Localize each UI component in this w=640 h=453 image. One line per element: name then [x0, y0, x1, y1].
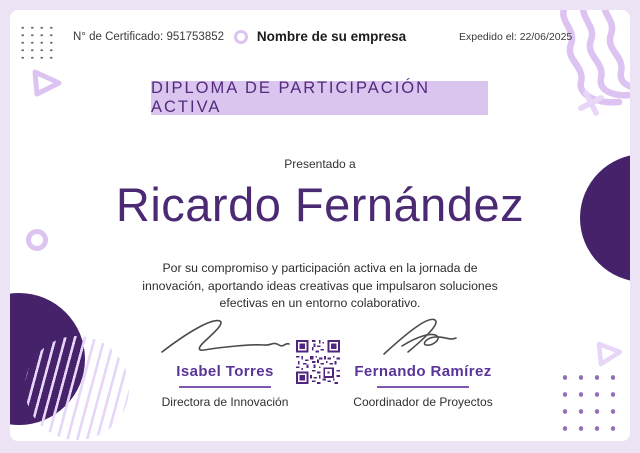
- qr-code: [296, 340, 340, 384]
- diploma-title: DIPLOMA DE PARTICIPACIÓN ACTIVA: [151, 79, 431, 116]
- issue-date: Expedido el: 22/06/2025: [459, 31, 573, 43]
- dot-grid-bottom-right: [557, 369, 621, 437]
- title-banner: [151, 81, 488, 115]
- description-text: [120, 260, 520, 313]
- description-line: efectivas en un entorno colaborativo.: [219, 296, 421, 310]
- signature-underline: [377, 386, 469, 388]
- presented-to-label: Presentado a: [284, 157, 356, 171]
- triangle-outline-icon: [26, 64, 64, 100]
- signer-role: Coordinador de Proyectos: [353, 395, 493, 409]
- signature-block-right: [345, 314, 501, 409]
- description-line: Por su compromiso y participación activa en la jornada de: [162, 261, 478, 275]
- company-logo-icon: [234, 30, 248, 44]
- company-name: Nombre de su empresa: [256, 29, 407, 44]
- recipient-name: Ricardo Fernández: [115, 178, 525, 231]
- cross-icon: [578, 90, 604, 116]
- description-line: innovación, aportando ideas creativas que impulsaron soluciones: [142, 278, 498, 293]
- signer-role: Directora de Innovación: [161, 395, 289, 409]
- triangle-outline-icon: [591, 338, 625, 370]
- signature-block-left: [147, 314, 303, 409]
- signature-underline: [179, 386, 271, 388]
- certificate-card: [10, 10, 630, 441]
- signature-scribble-icon: [356, 314, 490, 358]
- signer-name: Fernando Ramírez: [354, 363, 492, 380]
- signature-scribble-icon: [158, 314, 292, 358]
- striped-circle-decoration: [25, 336, 129, 440]
- signer-name: Isabel Torres: [176, 363, 274, 380]
- certificate-number: N° de Certificado: 951753852: [73, 31, 225, 43]
- ring-decoration: [26, 229, 48, 251]
